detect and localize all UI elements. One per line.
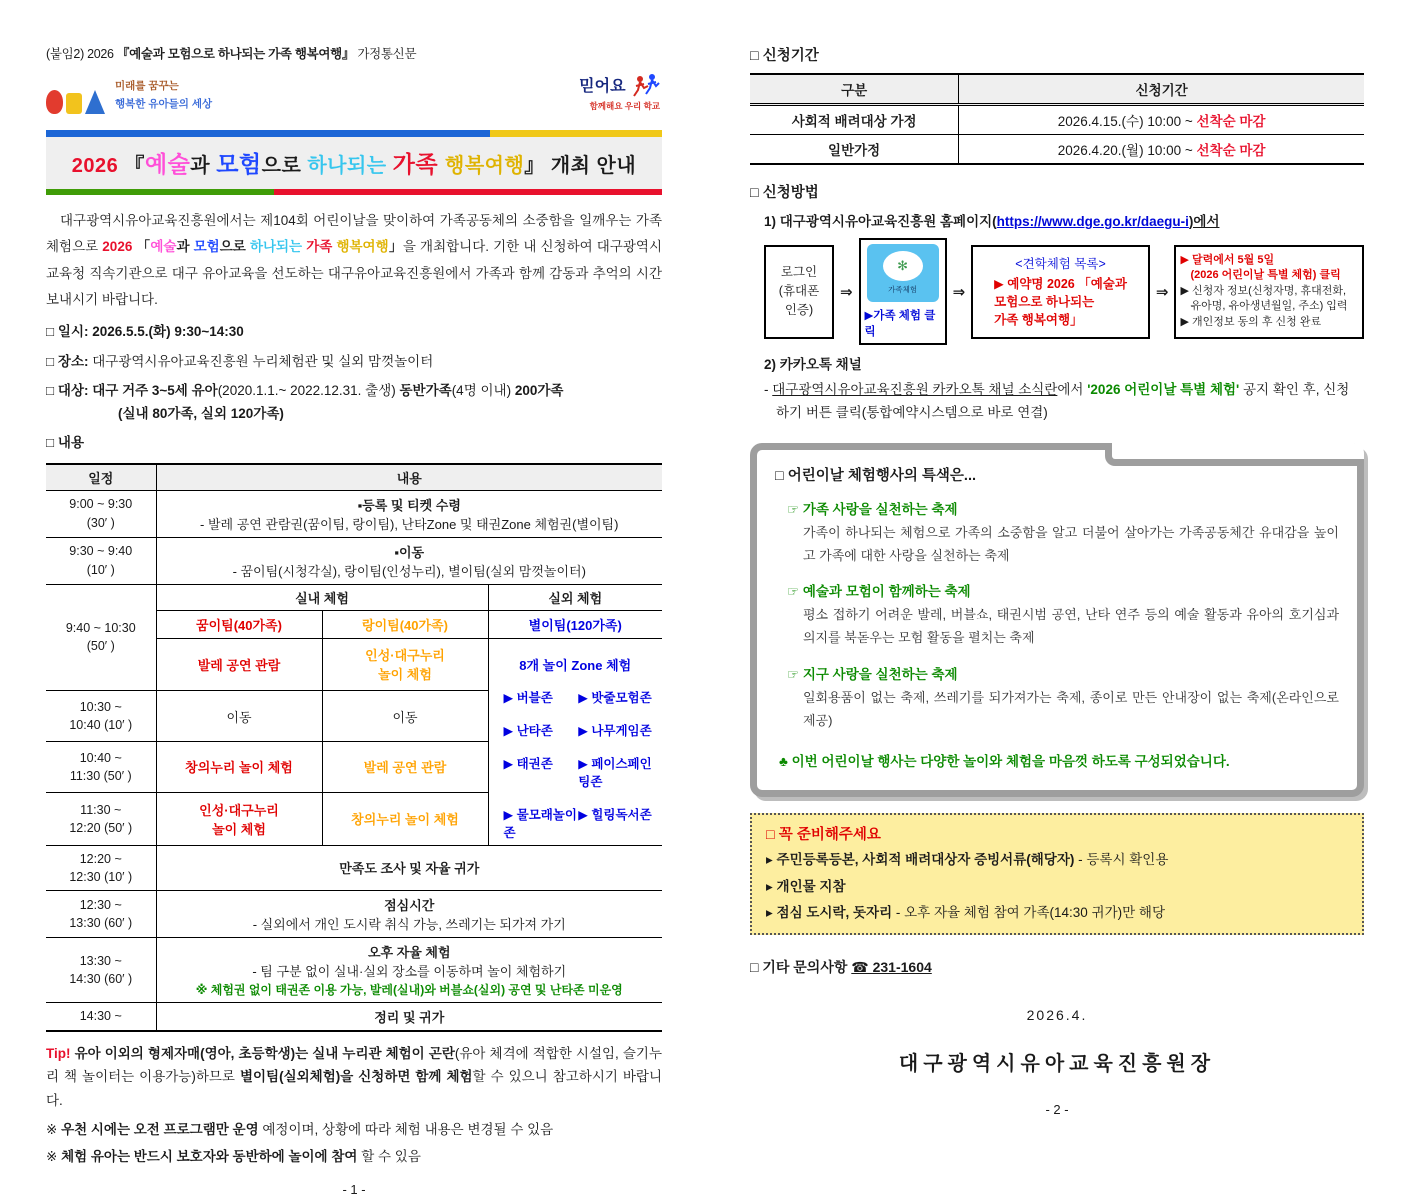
period-header-type: 구분	[750, 74, 959, 105]
attachment-label: (붙임2) 2026 『예술과 모험으로 하나되는 가족 행복여행』 가정통신문	[46, 47, 417, 61]
blue-mascot-icon	[85, 90, 105, 114]
jumping-figures-icon	[630, 74, 660, 100]
apply-period-table	[750, 73, 1364, 165]
zone-item: ▶ 난타존	[503, 723, 553, 738]
event-target-line: □ 대상: 대구 거주 3~5세 유아(2020.1.1.~ 2022.12.31. 출생) 동반가족(4명 이내) 200가족	[46, 382, 564, 398]
content-heading: □ 내용	[46, 435, 84, 451]
kakao-detail-line2: 하기 버튼 클릭(통합예약시스템으로 바로 연결)	[776, 404, 1048, 420]
apply-period-heading: □ 신청기간	[750, 48, 819, 64]
table-row	[750, 135, 1364, 165]
indoor-header: 실내 체험	[156, 584, 488, 610]
table-row	[46, 845, 662, 890]
prepare-title: □ 꼭 준비해주세요	[766, 827, 881, 844]
banner-top-bar	[46, 130, 662, 137]
title-banner	[46, 130, 662, 195]
event-target-line2: (실내 80가족, 실외 120가족)	[118, 406, 284, 421]
activity-cell: 창의누리 놀이 체험	[156, 741, 322, 792]
schedule-table	[46, 463, 662, 1032]
time-cell: 10:30 ~ 10:40 (10′ )	[46, 691, 156, 742]
zone-item: ▶ 밧줄모험존	[578, 690, 652, 705]
time-cell: 13:30 ~ 14:30 (60′ )	[46, 937, 156, 1002]
slogan-line2: 행복한 유아들의 세상	[115, 97, 213, 110]
outdoor-header: 실외 체험	[488, 584, 662, 610]
zone-title: 8개 놀이 Zone 체험	[519, 657, 632, 673]
zone-item: ▶ 나무게임존	[578, 723, 652, 738]
intro-paragraph: 대구광역시유아교육진흥원에서는 제104회 어린이날을 맞이하여 가족공동체의 소중함을 일깨우는 가족 체험으로 2026 「예술과 모험으로 하나되는 가족 행복여행」을 개최합니다. 기한 내 신청하여 대구광역시교육청 직속기관으로 대구 유아교육을 선도하는 대구유아교육진흥원에서 가족과 함께 감동과 추억의 시간 보내시기 바랍니다.	[46, 213, 662, 307]
feature-footer: ♣ 이번 어린이날 행사는 다양한 놀이와 체험을 마음껏 하도록 구성되었습니다.	[779, 754, 1230, 770]
event-date-line: □ 일시: 2026.5.5.(화) 9:30~14:30	[46, 324, 244, 340]
zone-item: ▶ 힐링독서존	[578, 807, 652, 822]
feature-box-tab	[1105, 443, 1364, 466]
schedule-header-content: 내용	[156, 464, 662, 491]
prepare-box	[750, 813, 1364, 935]
banner-bottom-bar	[46, 189, 662, 195]
issue-date: 2026.4.	[1026, 1007, 1088, 1024]
feature-head-family: ☞ 가족 사랑을 실천하는 축제	[787, 501, 958, 517]
content-cell: 정리 및 귀가	[156, 1002, 662, 1031]
event-place-line: □ 장소: 대구광역시유아교육진흥원 누리체험관 및 실외 맘껏놀이터	[46, 353, 434, 369]
schedule-note: ※ 체험권 없이 태권존 이용 가능, 발레(실내)와 버블쇼(실외) 공연 및 난타존 미운영	[195, 982, 623, 997]
period-header-range: 신청기간	[959, 74, 1364, 105]
red-mascot-icon	[46, 90, 63, 114]
family-exp-tile[interactable]: ✻ 가족체험	[867, 244, 939, 302]
school-brand-logo	[579, 74, 662, 111]
contact-line: □ 기타 문의사항 ☎ 231-1604	[750, 959, 932, 976]
table-row	[46, 537, 662, 584]
page-number-1: - 1 -	[342, 1181, 366, 1197]
feature-box	[750, 443, 1364, 798]
table-row	[46, 890, 662, 937]
flow-arrow-icon: ⇒	[1155, 283, 1169, 301]
flow-step-reservation: <견학체험 목록> ▶ 예약명 2026 「예술과 모험으로 하나되는 가족 행복여행」	[971, 245, 1150, 339]
activity-cell: 창의누리 놀이 체험	[322, 792, 488, 845]
family-exp-caption: ▶가족 체험 클릭	[864, 310, 936, 338]
team-star-cell: 별이팀(120가족)	[488, 610, 662, 638]
table-row	[46, 1002, 662, 1031]
prepare-item: ▸ 개인물 지참	[766, 878, 846, 894]
method-web-line[interactable]: 1) 대구광역시유아교육진흥원 홈페이지(https://www.dge.go.kr/daegu-i)에서	[764, 214, 1220, 229]
flow-step-complete: ▶ 달력에서 5월 5일 (2026 어린이날 특별 체험) 클릭 ▶ 신청자 정보(신청자명, 휴대전화, 유아명, 유아생년월일, 주소) 입력 ▶ 개인정보 동의 후 신청 완료	[1174, 245, 1364, 339]
feature-title: □ 어린이날 체험행사의 특색은...	[775, 467, 977, 484]
brand-subtitle: 함께해요 우리 학교	[589, 101, 660, 111]
table-row	[750, 105, 1364, 135]
content-cell: 오후 자율 체험 - 팀 구분 없이 실내·실외 장소를 이동하며 놀이 체험하기 ※ 체험권 없이 태권존 이용 가능, 발레(실내)와 버블쇼(실외) 공연 및 난타존 미운영	[156, 937, 662, 1002]
tip-paragraph: Tip! 유아 이외의 형제자매(영아, 초등학생)는 실내 누리관 체험이 곤란(유아 체격에 적합한 시설임, 슬기누리 책 놀이터는 이용가능)하므로 별이팀(실외체험)을 신청하면 함께 체험할 수 있으니 참고하시기 바랍니다.	[46, 1045, 662, 1108]
method-kakao-line: 2) 카카오톡 채널	[764, 357, 862, 372]
period-range-cell: 2026.4.20.(월) 10:00 ~ 선착순 마감	[959, 135, 1364, 165]
activity-cell: 이동	[322, 691, 488, 742]
activity-cell: 인성·대구누리 놀이 체험	[322, 638, 488, 691]
apply-flowchart	[764, 238, 1364, 345]
institute-slogan	[115, 78, 212, 111]
period-header-row	[750, 74, 1364, 105]
apply-method-heading: □ 신청방법	[750, 185, 819, 201]
flow-step-login: 로그인 (휴대폰 인증)	[764, 245, 834, 339]
page-title: 2026 『예술과 모험으로 하나되는 가족 행복여행』 개최 안내	[46, 137, 662, 189]
content-cell: 점심시간 - 실외에서 개인 도시락 취식 가능, 쓰레기는 되가져 가기	[156, 890, 662, 937]
time-cell: 14:30 ~	[46, 1002, 156, 1031]
flow-step-family-exp	[859, 238, 947, 345]
page-1	[46, 44, 662, 1197]
team-dream-cell: 꿈이팀(40가족)	[156, 610, 322, 638]
activity-cell: 인성·대구누리 놀이 체험	[156, 792, 322, 845]
content-cell: ▪등록 및 티켓 수령 - 발레 공연 관람권(꿈이팀, 랑이팀), 난타Zone 및 태권Zone 체험권(별이팀)	[156, 490, 662, 537]
time-cell: 9:40 ~ 10:30 (50′ )	[46, 584, 156, 691]
flow-arrow-icon: ⇒	[952, 283, 966, 301]
page-2	[750, 44, 1364, 1117]
team-rang-cell: 랑이팀(40가족)	[322, 610, 488, 638]
period-range-cell: 2026.4.15.(수) 10:00 ~ 선착순 마감	[959, 105, 1364, 135]
zone-list	[494, 688, 658, 841]
time-cell: 12:20 ~ 12:30 (10′ )	[46, 845, 156, 890]
header-logo-row	[46, 74, 662, 122]
schedule-header-row	[46, 464, 662, 491]
table-row	[46, 937, 662, 1002]
outdoor-zone-cell	[488, 638, 662, 845]
period-type-cell: 일반가정	[750, 135, 959, 165]
feature-body-art: 평소 접하기 어려운 발레, 버블쇼, 태권시범 공연, 난타 연주 등의 예술 활동과 유아의 호기심과 의지를 북돋우는 모험 활동을 펼치는 축제	[803, 607, 1339, 646]
prepare-item: ▸ 주민등록등본, 사회적 배려대상자 증빙서류(해당자) - 등록시 확인용	[766, 852, 1169, 868]
time-cell: 12:30 ~ 13:30 (60′ )	[46, 890, 156, 937]
table-row	[46, 584, 662, 610]
yellow-mascot-icon	[66, 93, 82, 114]
feature-body-family: 가족이 하나되는 체험으로 가족의 소중함을 알고 더불어 살아가는 가족공동체간 유대감을 높이고 가족에 대한 사랑을 실천하는 축제	[803, 524, 1339, 563]
time-cell: 9:30 ~ 9:40 (10′ )	[46, 537, 156, 584]
institute-logo	[46, 74, 212, 114]
time-cell: 10:40 ~ 11:30 (50′ )	[46, 741, 156, 792]
slogan-line1: 미래를 꿈꾸는	[115, 79, 179, 92]
signature-line: 대구광역시유아교육진흥원장	[898, 1053, 1216, 1076]
feature-head-art: ☞ 예술과 모험이 함께하는 축제	[787, 584, 971, 600]
time-cell: 9:00 ~ 9:30 (30′ )	[46, 490, 156, 537]
zone-item: ▶ 물모래놀이존	[503, 807, 577, 840]
content-cell: ▪이동 - 꿈이팀(시청각실), 랑이팀(인성누리), 별이팀(실외 맘껏놀이터)	[156, 537, 662, 584]
flow-arrow-icon: ⇒	[839, 283, 853, 301]
content-cell: 만족도 조사 및 자율 귀가	[156, 845, 662, 890]
time-cell: 11:30 ~ 12:20 (50′ )	[46, 792, 156, 845]
mascots-icon	[46, 74, 105, 114]
period-type-cell: 사회적 배려대상 가정	[750, 105, 959, 135]
zone-item: ▶ 페이스페인팅존	[578, 756, 652, 789]
kakao-detail-line1: - 대구광역시유아교육진흥원 카카오톡 채널 소식란에서 '2026 어린이날 특별 체험' 공지 확인 후, 신청	[764, 382, 1350, 397]
brand-title: 믿어요	[579, 78, 626, 96]
rain-note: ※ 우천 시에는 오전 프로그램만 운영 예정이며, 상황에 따라 체험 내용은 변경될 수 있음	[46, 1121, 554, 1137]
page-number-2: - 2 -	[1045, 1102, 1069, 1118]
zone-item: ▶ 태권존	[503, 756, 553, 771]
prepare-item: ▸ 점심 도시락, 돗자리 - 오후 자율 체험 참여 가족(14:30 귀가)만 해당	[766, 904, 1165, 920]
schedule-header-time: 일정	[46, 464, 156, 491]
guardian-note: ※ 체험 유아는 반드시 보호자와 동반하에 놀이에 참여 할 수 있음	[46, 1149, 421, 1165]
activity-cell: 이동	[156, 691, 322, 742]
activity-cell: 발레 공연 관람	[322, 741, 488, 792]
feature-body-earth: 일회용품이 없는 축제, 쓰레기를 되가져가는 축제, 종이로 만든 안내장이 없는 축제(온라인으로 제공)	[803, 689, 1339, 728]
pinwheel-icon: ✻	[883, 251, 923, 281]
table-row	[46, 490, 662, 537]
zone-item: ▶ 버블존	[503, 690, 553, 705]
activity-cell: 발레 공연 관람	[156, 638, 322, 691]
feature-head-earth: ☞ 지구 사랑을 실천하는 축제	[787, 666, 958, 682]
